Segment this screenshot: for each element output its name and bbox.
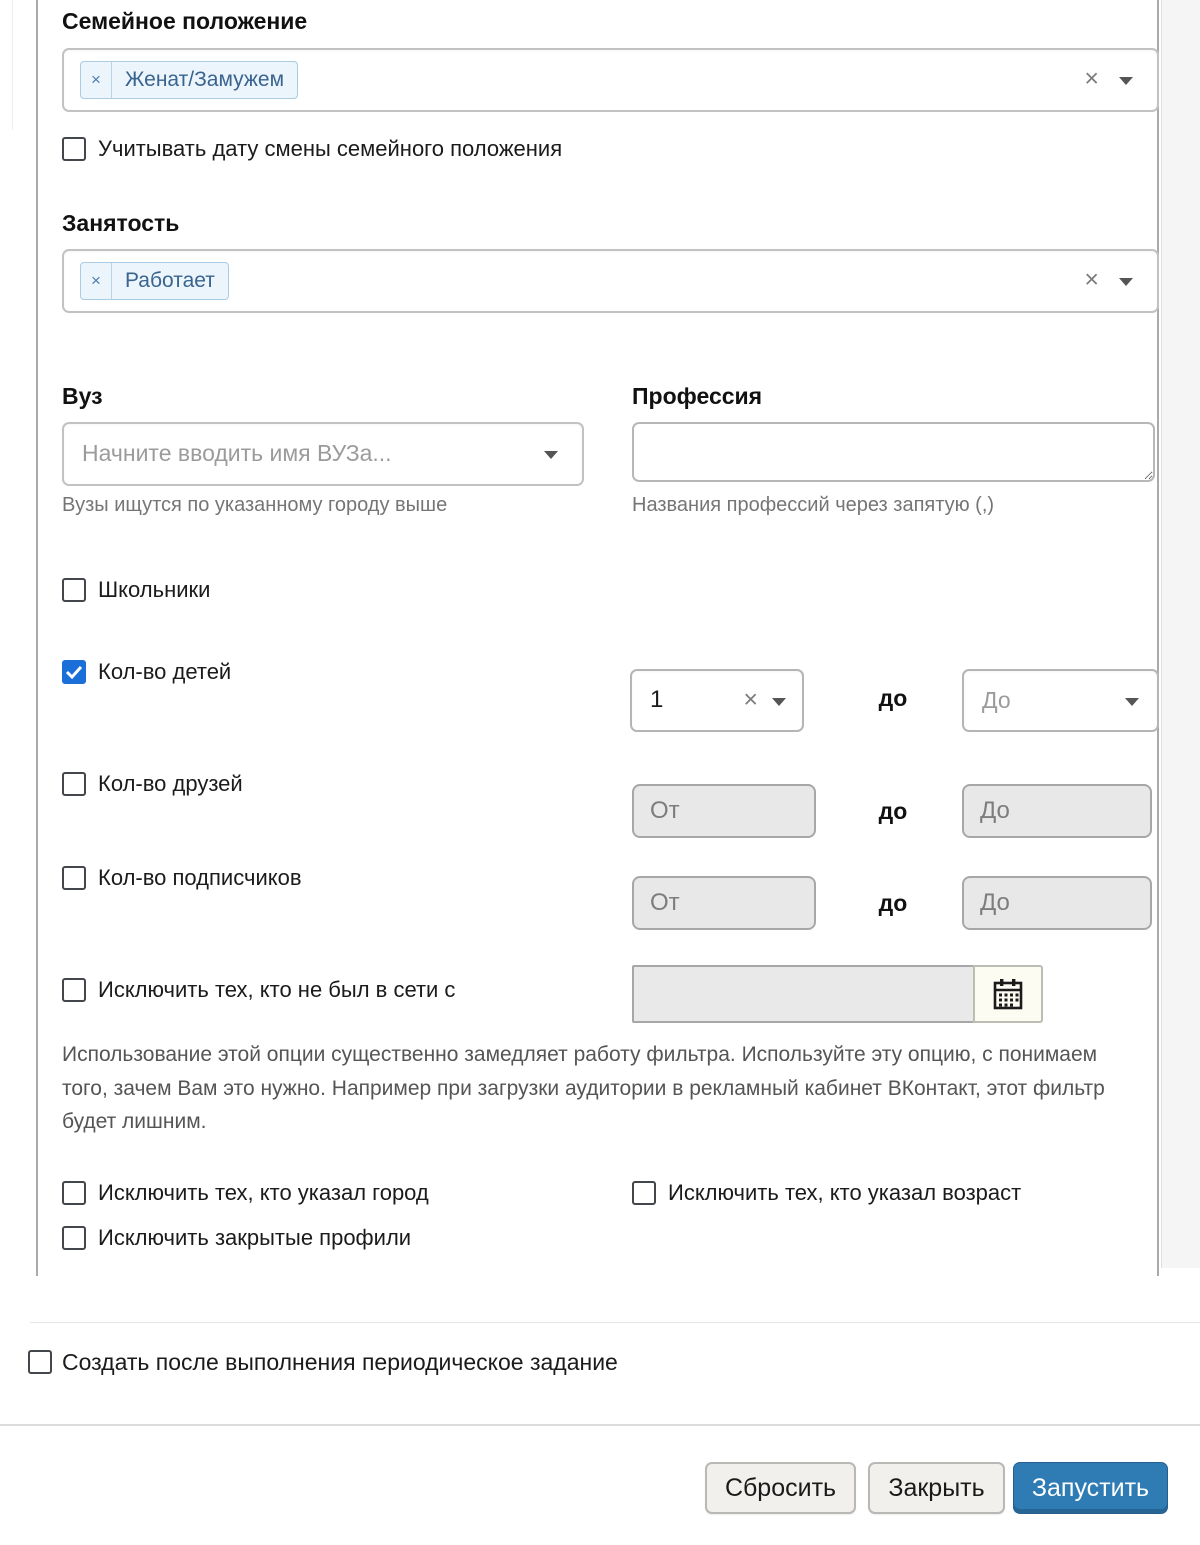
followers-count-checkbox-label: Кол-во подписчиков [98,865,302,890]
employment-tag-label: Работает [125,269,215,292]
tag-remove-icon[interactable]: × [81,263,112,299]
employment-select[interactable] [62,249,1159,313]
friends-to-input[interactable] [962,784,1152,838]
slow-filter-note: Использование этой опции существенно замедляет работу фильтра. Используйте эту опцию, с понимаем того, зачем Вам это нужно. Например при загрузки аудитории в рекламный кабинет ВКонтакт, этот фильтр будет лишним. [62,1043,1105,1134]
profession-title: Профессия [632,383,763,409]
periodic-task-checkbox[interactable] [28,1350,52,1374]
marital-status-tag-label: Женат/Замужем [125,68,285,91]
kids-to-placeholder: До [982,687,1011,713]
chevron-down-icon[interactable] [1125,698,1139,706]
clear-icon[interactable]: × [1084,64,1099,93]
exclude-age-checkbox-label: Исключить тех, кто указал возраст [668,1180,1022,1205]
friends-count-checkbox[interactable] [62,772,86,796]
chevron-down-icon[interactable] [1119,278,1133,286]
profession-hint: Названия профессий через запятую (,) [632,494,995,516]
kids-between-label: до [878,685,908,711]
schoolkids-checkbox-label: Школьники [98,577,211,602]
chevron-down-icon[interactable] [772,698,786,706]
chevron-down-icon[interactable] [1119,77,1133,85]
employment-tag [80,262,229,300]
exclude-age-checkbox[interactable] [632,1181,656,1205]
modal-left-edge [12,0,13,130]
last-seen-date-input[interactable] [632,965,975,1023]
kids-from-value: 1 [650,686,664,713]
exclude-closed-checkbox-label: Исключить закрытые профили [98,1225,412,1250]
run-button[interactable]: Запустить [1013,1462,1168,1514]
reset-button[interactable]: Сбросить [705,1462,856,1514]
footer-separator [0,1424,1200,1426]
kids-count-checkbox[interactable] [62,660,86,684]
employment-title: Занятость [62,210,180,236]
scrollbar-gutter[interactable] [1161,0,1200,1268]
followers-count-checkbox[interactable] [62,866,86,890]
close-button[interactable]: Закрыть [868,1462,1005,1514]
chevron-down-icon[interactable] [544,451,558,459]
marital-date-checkbox[interactable] [62,137,86,161]
clear-icon[interactable]: × [1084,265,1099,294]
body-divider [30,1322,1200,1323]
last-seen-checkbox-label: Исключить тех, кто не был в сети с [98,977,456,1002]
calendar-icon [992,977,1024,1011]
marital-status-tag [80,61,298,99]
kids-from-select[interactable] [630,669,804,732]
university-hint: Вузы ищутся по указанному городу выше [62,494,448,516]
marital-date-checkbox-label: Учитывать дату смены семейного положения [98,136,563,161]
panel-right-border [1157,0,1159,1276]
followers-to-input[interactable] [962,876,1152,930]
friends-from-input[interactable] [632,784,816,838]
friends-count-checkbox-label: Кол-во друзей [98,771,243,796]
exclude-closed-checkbox[interactable] [62,1226,86,1250]
clear-icon[interactable]: × [743,685,758,713]
exclude-city-checkbox-label: Исключить тех, кто указал город [98,1180,429,1205]
university-title: Вуз [62,383,103,409]
exclude-city-checkbox[interactable] [62,1181,86,1205]
followers-from-input[interactable] [632,876,816,930]
kids-count-checkbox-label: Кол-во детей [98,659,232,684]
profession-textarea[interactable] [632,422,1155,482]
schoolkids-checkbox[interactable] [62,578,86,602]
marital-status-select[interactable] [62,48,1159,112]
last-seen-checkbox[interactable] [62,978,86,1002]
university-select[interactable] [62,422,584,486]
date-picker-button[interactable] [973,965,1043,1023]
friends-between-label: до [878,798,908,824]
periodic-task-checkbox-label: Создать после выполнения периодическое задание [62,1349,618,1375]
university-placeholder: Начните вводить имя ВУЗа... [82,440,392,466]
followers-between-label: до [878,890,908,916]
kids-to-select[interactable] [962,669,1159,732]
tag-remove-icon[interactable]: × [81,62,112,98]
marital-status-title: Семейное положение [62,8,308,34]
panel-left-border [36,0,38,1276]
